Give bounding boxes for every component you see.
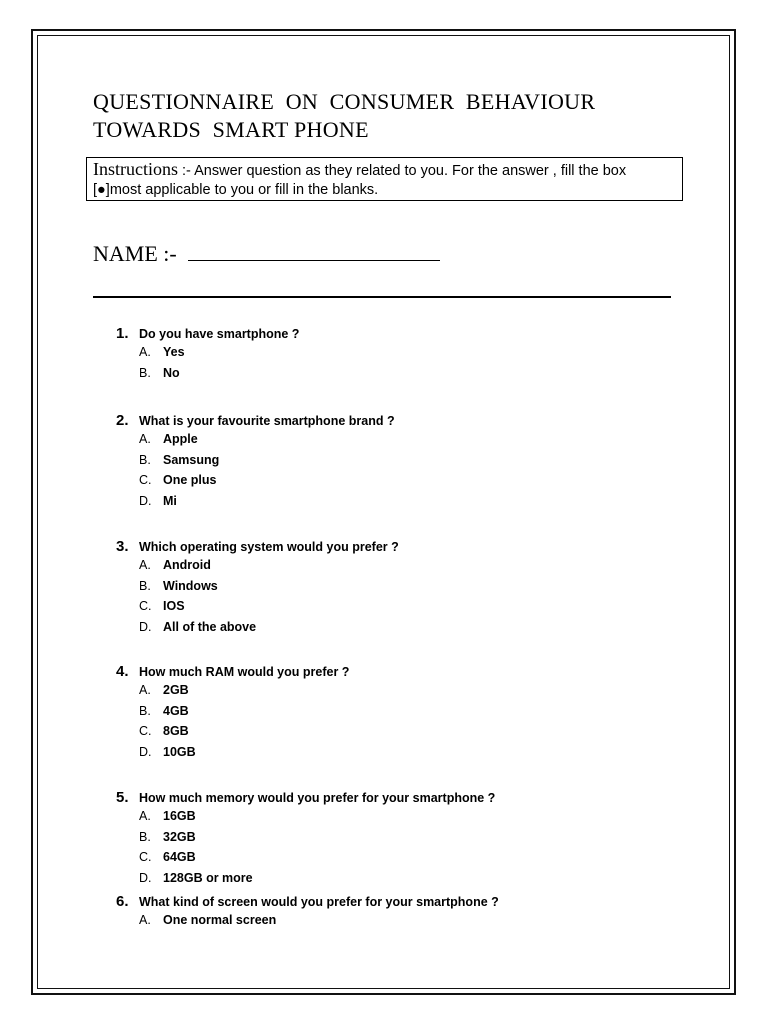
answer-option[interactable]: [139, 620, 696, 641]
option-letter: A.: [139, 432, 151, 446]
option-text: 4GB: [163, 703, 189, 718]
option-letter: D.: [139, 619, 152, 634]
option-text: 8GB: [163, 724, 189, 739]
option-text: One normal screen: [163, 913, 277, 927]
question-header: [116, 663, 696, 683]
question-2: [116, 412, 696, 514]
question-6: [116, 893, 696, 934]
answer-option[interactable]: [139, 830, 696, 851]
instructions-text: :- Answer question as they related to you. For the answer , fill the box [●]most applicable to you or fill in the blanks.: [93, 163, 627, 198]
option-text: One plus: [163, 473, 217, 488]
question-header: [116, 789, 696, 809]
answer-option[interactable]: [139, 494, 696, 515]
option-text: Mi: [163, 493, 177, 508]
option-letter: C.: [139, 724, 152, 739]
answer-options: [116, 558, 696, 640]
option-letter: B.: [139, 452, 151, 467]
answer-option[interactable]: [139, 453, 696, 474]
question-text: What kind of screen would you prefer for your smartphone ?: [139, 895, 499, 909]
name-blank-line[interactable]: [188, 240, 440, 261]
option-text: No: [163, 365, 180, 380]
instructions-lead: Instructions: [93, 159, 178, 179]
question-3: [116, 538, 696, 640]
answer-option[interactable]: [139, 745, 696, 766]
question-header: [116, 538, 696, 558]
question-4: [116, 663, 696, 765]
option-letter: B.: [139, 829, 151, 844]
question-number: 4.: [116, 663, 129, 680]
answer-option[interactable]: [139, 809, 696, 830]
question-number: 5.: [116, 789, 129, 806]
answer-option[interactable]: [139, 913, 696, 934]
option-letter: C.: [139, 850, 152, 865]
answer-options: [116, 345, 696, 386]
question-number: 6.: [116, 893, 129, 910]
answer-option[interactable]: [139, 683, 696, 704]
option-letter: D.: [139, 493, 152, 508]
option-text: 16GB: [163, 809, 196, 823]
question-5: [116, 789, 696, 891]
question-number: 3.: [116, 538, 129, 555]
question-header: [116, 325, 696, 345]
option-letter: D.: [139, 870, 152, 885]
option-text: Apple: [163, 432, 198, 446]
option-text: IOS: [163, 599, 185, 614]
answer-option[interactable]: [139, 345, 696, 366]
option-text: 128GB or more: [163, 870, 253, 885]
answer-options: [116, 913, 696, 934]
option-text: Windows: [163, 578, 218, 593]
answer-options: [116, 432, 696, 514]
option-letter: B.: [139, 365, 151, 380]
answer-option[interactable]: [139, 473, 696, 494]
option-text: All of the above: [163, 619, 257, 634]
name-continuation-line[interactable]: [93, 296, 671, 298]
option-letter: A.: [139, 683, 151, 697]
answer-option[interactable]: [139, 366, 696, 387]
question-number: 2.: [116, 412, 129, 429]
option-letter: C.: [139, 599, 152, 614]
option-letter: D.: [139, 744, 152, 759]
question-text: What is your favourite smartphone brand ?: [139, 414, 395, 428]
option-letter: B.: [139, 578, 151, 593]
option-text: 32GB: [163, 829, 196, 844]
option-letter: A.: [139, 913, 151, 927]
option-letter: B.: [139, 703, 151, 718]
option-text: 64GB: [163, 850, 196, 865]
option-text: 10GB: [163, 744, 196, 759]
question-1: [116, 325, 696, 386]
option-text: Yes: [163, 345, 185, 359]
answer-option[interactable]: [139, 724, 696, 745]
question-header: [116, 893, 696, 913]
answer-options: [116, 683, 696, 765]
answer-option[interactable]: [139, 432, 696, 453]
option-letter: A.: [139, 345, 151, 359]
question-text: Which operating system would you prefer ?: [139, 540, 399, 554]
answer-option[interactable]: [139, 871, 696, 892]
title-line-1: QUESTIONNAIRE ON CONSUMER BEHAVIOUR: [93, 89, 596, 114]
option-text: Samsung: [163, 452, 220, 467]
option-text: Android: [163, 558, 211, 572]
question-text: How much memory would you prefer for your smartphone ?: [139, 791, 496, 805]
question-text: Do you have smartphone ?: [139, 327, 300, 341]
question-header: [116, 412, 696, 432]
question-number: 1.: [116, 325, 129, 342]
instructions-box: [86, 157, 683, 201]
answer-option[interactable]: [139, 850, 696, 871]
option-letter: A.: [139, 558, 151, 572]
answer-options: [116, 809, 696, 891]
answer-option[interactable]: [139, 599, 696, 620]
option-letter: A.: [139, 809, 151, 823]
answer-option[interactable]: [139, 558, 696, 579]
answer-option[interactable]: [139, 579, 696, 600]
answer-option[interactable]: [139, 704, 696, 725]
option-letter: C.: [139, 473, 152, 488]
name-field-row: [93, 240, 440, 268]
title-line-2: TOWARDS SMART PHONE: [93, 117, 369, 142]
question-text: How much RAM would you prefer ?: [139, 665, 350, 679]
option-text: 2GB: [163, 683, 189, 697]
page-title: [93, 88, 693, 144]
name-label: NAME :-: [93, 241, 177, 266]
